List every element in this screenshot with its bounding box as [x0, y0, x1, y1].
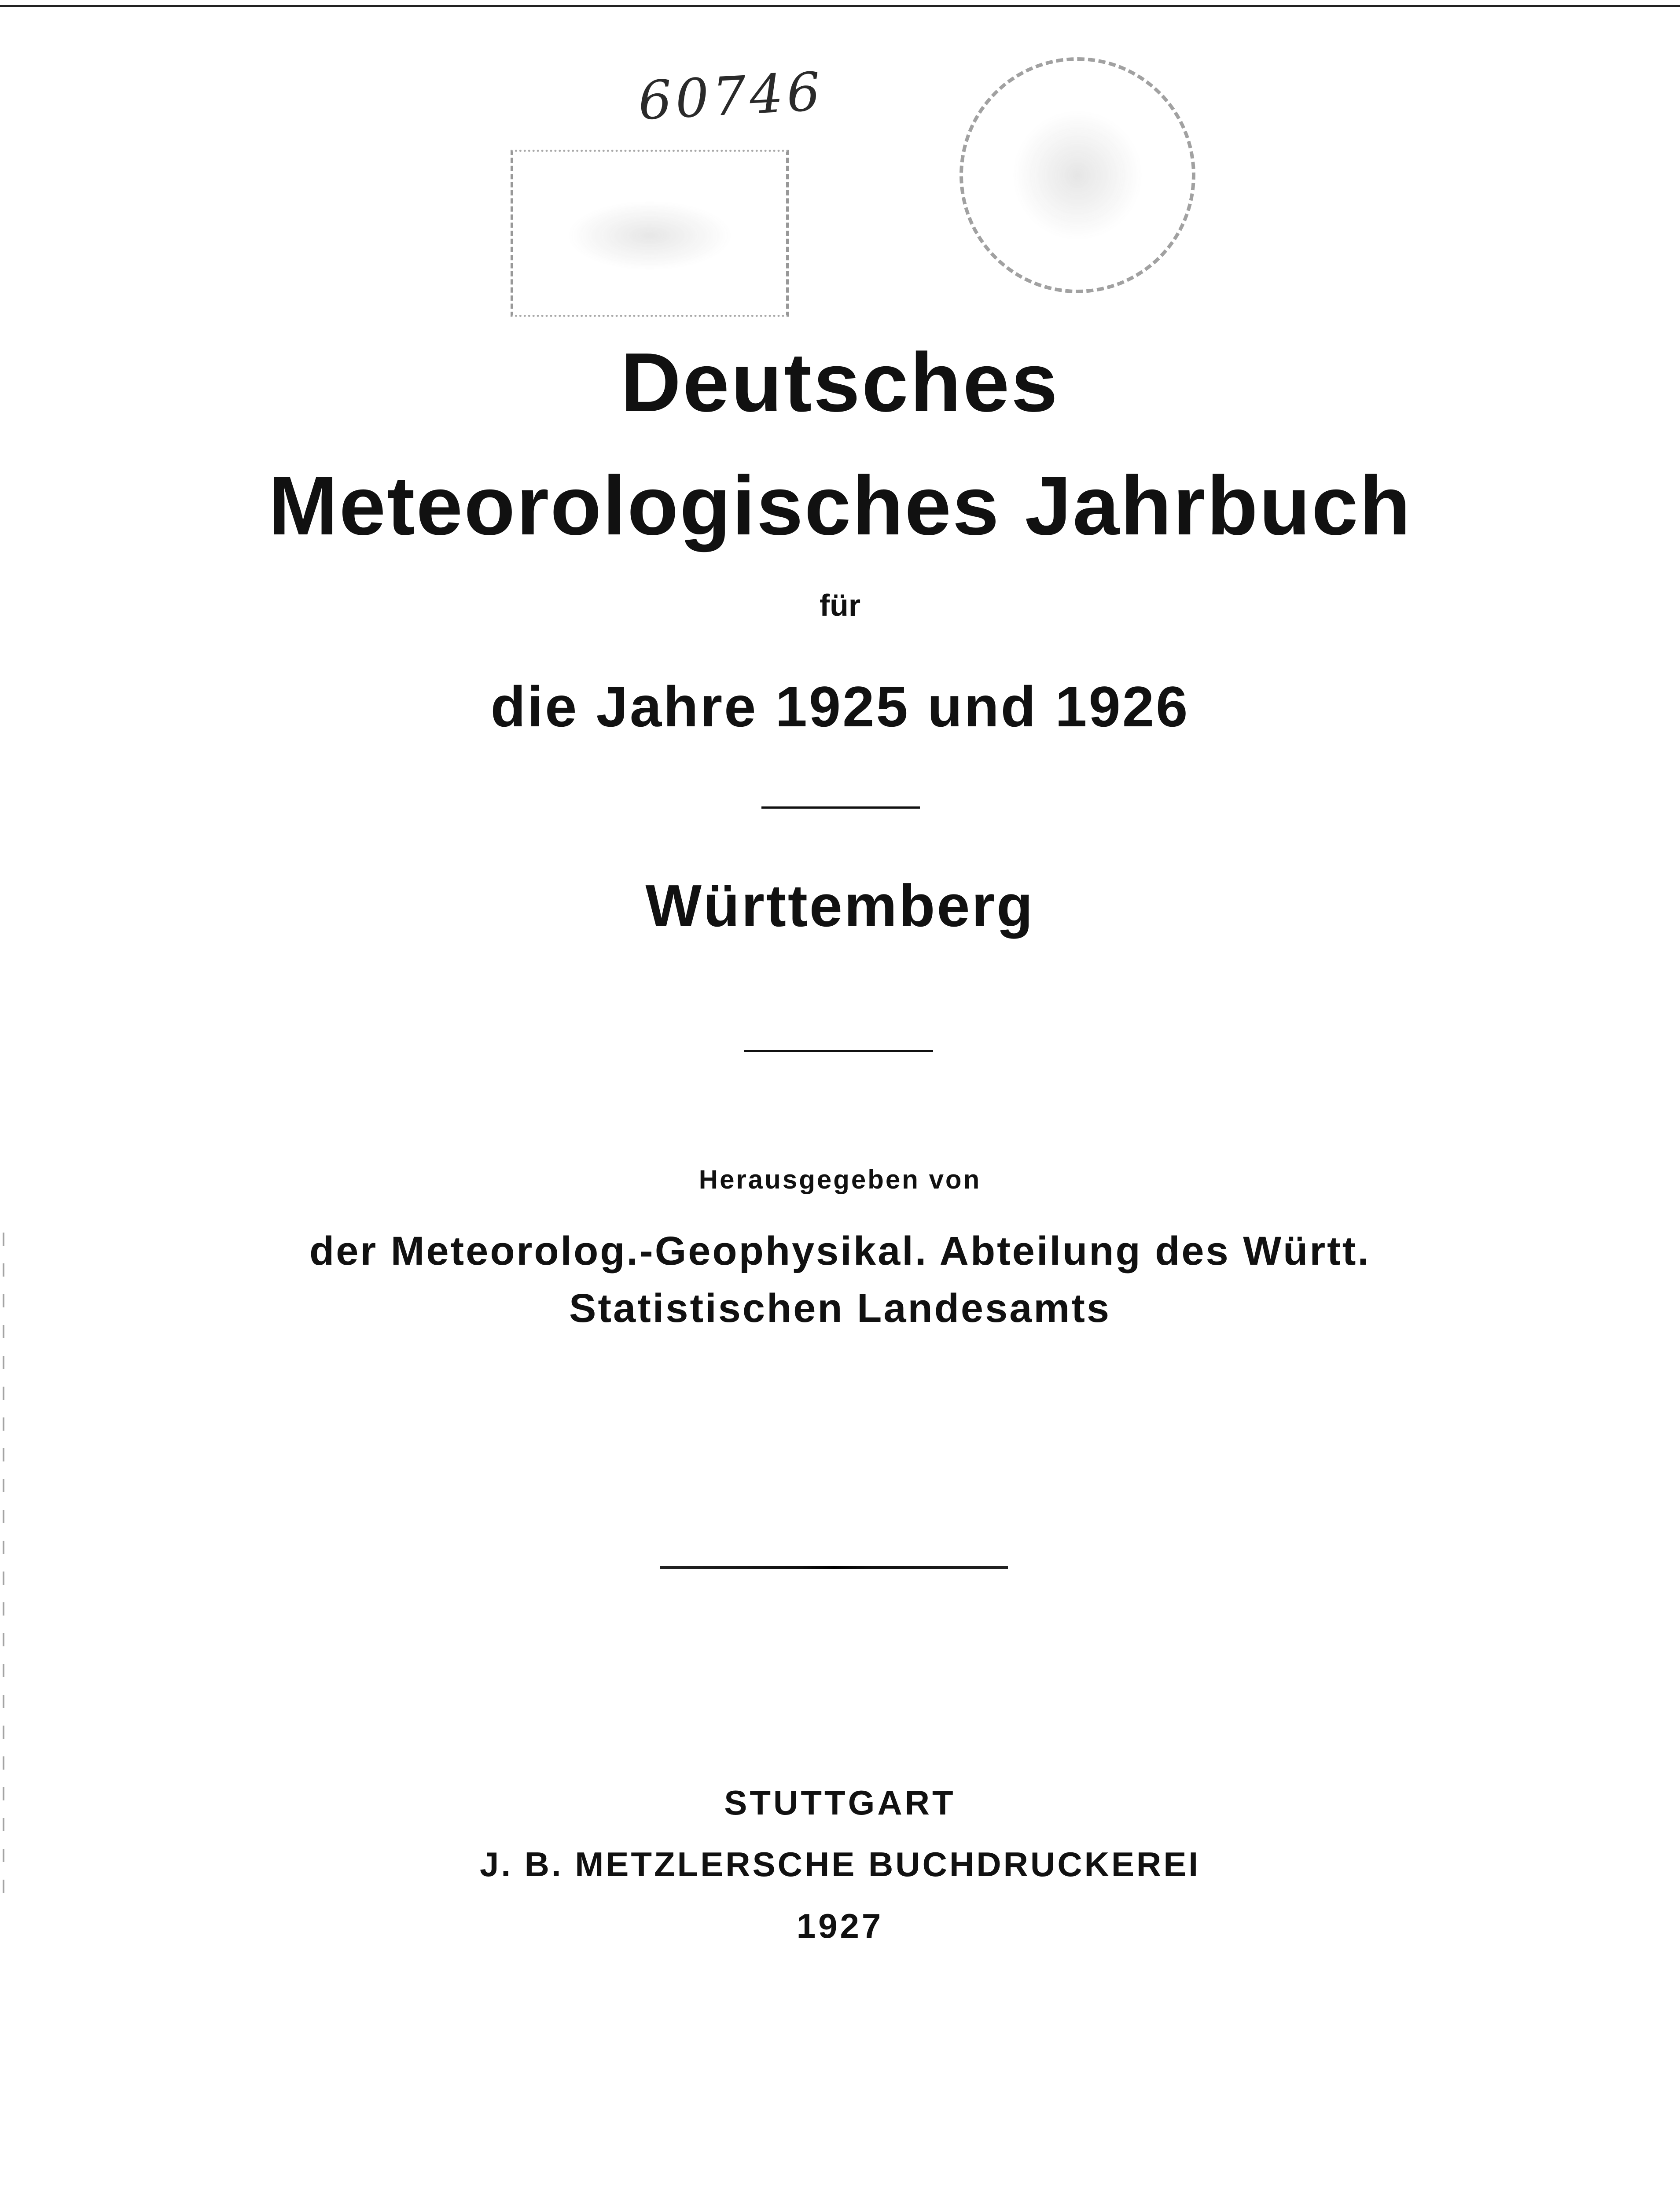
- divider-rule-3: [660, 1566, 1008, 1569]
- top-border-line: [0, 5, 1680, 7]
- divider-rule-1: [761, 806, 920, 809]
- issuer-line-1: der Meteorolog.-Geophysikal. Abteilung des Württ.: [309, 1229, 1371, 1273]
- imprint-city: STUTTGART: [724, 1783, 956, 1822]
- region-heading: Württemberg: [645, 872, 1035, 939]
- title-connector: für: [819, 588, 861, 622]
- divider-rule-2: [744, 1050, 933, 1052]
- issued-by-label: Herausgegeben von: [698, 1165, 982, 1194]
- seal-emblem: [1011, 109, 1143, 241]
- imprint-printer: J. B. METZLERSCHE BUCHDRUCKEREI: [479, 1845, 1201, 1884]
- round-seal-stamp: [959, 57, 1195, 293]
- library-stamp: [511, 150, 789, 317]
- title-line-2: Meteorologisches Jahrbuch: [268, 459, 1412, 552]
- stamp-ink-smudge: [566, 200, 733, 271]
- handwritten-accession-number: 60746: [636, 61, 826, 132]
- issuer-line-2: Statistischen Landesamts: [569, 1286, 1111, 1331]
- imprint-year: 1927: [796, 1907, 884, 1945]
- title-years: die Jahre 1925 und 1926: [490, 674, 1190, 739]
- title-line-1: Deutsches: [621, 336, 1059, 429]
